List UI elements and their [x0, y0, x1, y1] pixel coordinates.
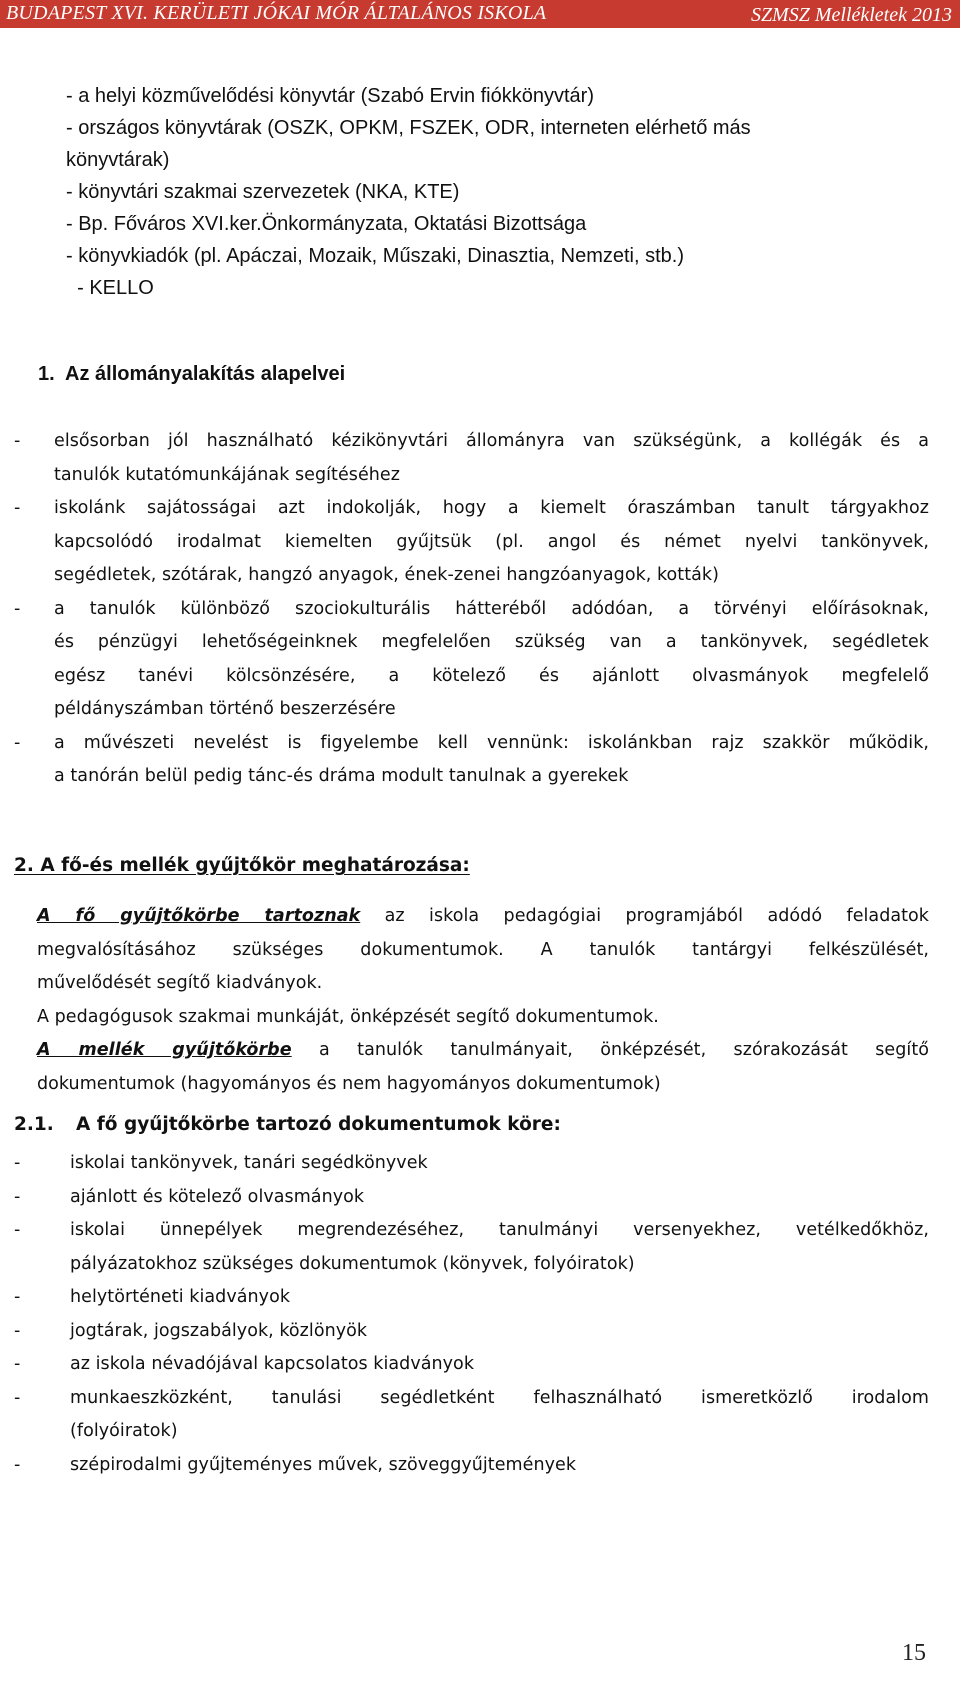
item-line: iskolai tankönyvek, tanári segédkönyvek [70, 1153, 428, 1173]
institution-list [66, 80, 906, 304]
paragraph-line [37, 1034, 929, 1068]
item-line: jogtárak, jogszabályok, közlönyök [70, 1320, 368, 1341]
list-dash: - [14, 1454, 21, 1475]
list-item [14, 1382, 929, 1449]
item-line: egész tanévi kölcsönzésére, a kötelező és ajánlott olvasmányok megfelelő [54, 665, 929, 686]
principles-list [14, 425, 929, 794]
list-dash: - [14, 1153, 21, 1173]
item-line: iskolánk sajátosságai azt indokolják, hogy a kiemelt óraszámban tanult tárgyakhoz [54, 498, 929, 518]
item-line: (folyóiratok) [70, 1421, 178, 1441]
list-item [14, 727, 929, 794]
list-dash: - [14, 1186, 21, 1207]
item-line: iskolai ünnepélyek megrendezéséhez, tanulmányi versenyekhez, vetélkedőkhöz, [70, 1220, 929, 1240]
item-line: segédletek, szótárak, hangzó anyagok, ének-zenei hangzóanyagok, kották) [54, 565, 719, 585]
list-item [14, 1147, 929, 1181]
page-header [0, 0, 960, 28]
section-number: 2.1. [14, 1114, 54, 1135]
list-item: - könyvkiadók (pl. Apáczai, Mozaik, Műszaki, Dinasztia, Nemzeti, stb.) [66, 245, 684, 267]
item-line: szépirodalmi gyűjteményes művek, szöveggyűjtemények [70, 1454, 576, 1475]
list-dash: - [14, 1220, 21, 1240]
paragraph-line: A pedagógusok szakmai munkáját, önképzését segítő dokumentumok. [37, 1006, 659, 1027]
list-item: - országos könyvtárak (OSZK, OPKM, FSZEK, ODR, interneten elérhető más [66, 117, 751, 139]
list-item [14, 1214, 929, 1281]
item-line: az iskola névadójával kapcsolatos kiadványok [70, 1354, 474, 1374]
list-item [14, 593, 929, 727]
header-school-name: BUDAPEST XVI. KERÜLETI JÓKAI MÓR ÁLTALÁNOS ISKOLA [6, 2, 547, 24]
main-collection-list [14, 1147, 929, 1482]
list-item: - Bp. Főváros XVI.ker.Önkormányzata, Oktatási Bizottsága [66, 213, 587, 235]
text-run: az iskola pedagógiai programjából adódó feladatok [360, 906, 929, 926]
list-item: - könyvtári szakmai szervezetek (NKA, KTE) [66, 181, 460, 203]
list-dash: - [14, 1320, 21, 1341]
item-line: a művészeti nevelést is figyelembe kell vennünk: iskolánkban rajz szakkör működik, [54, 732, 929, 753]
item-line: kapcsolódó irodalmat kiemelten gyűjtsük (pl. angol és német nyelvi tankönyvek, [54, 531, 929, 552]
item-line: helytörténeti kiadványok [70, 1287, 291, 1307]
list-item: - KELLO [66, 277, 154, 299]
paragraph-line: művelődését segítő kiadványok. [37, 973, 323, 993]
section-2-1-heading [14, 1114, 561, 1135]
list-item [14, 425, 929, 492]
item-line: ajánlott és kötelező olvasmányok [70, 1186, 365, 1207]
emphasis: A fő gyűjtőkörbe tartoznak [37, 906, 361, 926]
paragraph-line: megvalósításához szükséges dokumentumok. A tanulók tantárgyi felkészülését, [37, 939, 929, 960]
list-dash: - [14, 1287, 21, 1307]
list-dash: - [14, 598, 21, 619]
paragraph-line [37, 900, 929, 934]
item-line: példányszámban történő beszerzésére [54, 699, 396, 719]
section-2-heading: 2. A fő-és mellék gyűjtőkör meghatározása: [14, 855, 470, 876]
list-item [14, 1315, 929, 1349]
list-item [14, 492, 929, 593]
list-item [14, 1348, 929, 1382]
item-line: munkaeszközként, tanulási segédletként felhasználható ismeretközlő irodalom [70, 1387, 929, 1408]
list-dash: - [14, 1387, 21, 1408]
list-item [14, 1181, 929, 1215]
section-1-heading: 1. Az állományalakítás alapelvei [38, 363, 346, 385]
item-line: a tanórán belül pedig tánc-és dráma modult tanulnak a gyerekek [54, 766, 629, 786]
list-item [14, 1449, 929, 1483]
item-line: a tanulók különböző szociokulturális hátteréből adódóan, a törvényi előírásoknak, [54, 598, 929, 619]
list-item: - a helyi közművelődési könyvtár (Szabó Ervin fiókkönyvtár) [66, 85, 594, 107]
collection-scope-text [37, 900, 929, 1101]
list-dash: - [14, 1354, 21, 1374]
header-document-title: SZMSZ Mellékletek 2013 [750, 4, 952, 26]
list-item: könyvtárak) [66, 149, 170, 171]
list-dash: - [14, 431, 21, 451]
list-dash: - [14, 732, 21, 753]
page-number: 15 [902, 1640, 926, 1666]
emphasis: A mellék gyűjtőkörbe [37, 1040, 292, 1060]
item-line: pályázatokhoz szükséges dokumentumok (könyvek, folyóiratok) [70, 1253, 635, 1274]
item-line: elsősorban jól használható kézikönyvtári állományra van szükségünk, a kollégák és a [54, 431, 929, 451]
list-dash: - [14, 498, 21, 518]
section-title: A fő gyűjtőkörbe tartozó dokumentumok köre: [76, 1114, 561, 1135]
text-run: a tanulók tanulmányait, önképzését, szórakozását segítő [291, 1040, 929, 1060]
item-line: tanulók kutatómunkájának segítéséhez [54, 464, 400, 485]
list-item [14, 1281, 929, 1315]
paragraph-line: dokumentumok (hagyományos és nem hagyományos dokumentumok) [37, 1073, 661, 1094]
item-line: és pénzügyi lehetőségeinknek megfelelően szükség van a tankönyvek, segédletek [54, 632, 929, 652]
